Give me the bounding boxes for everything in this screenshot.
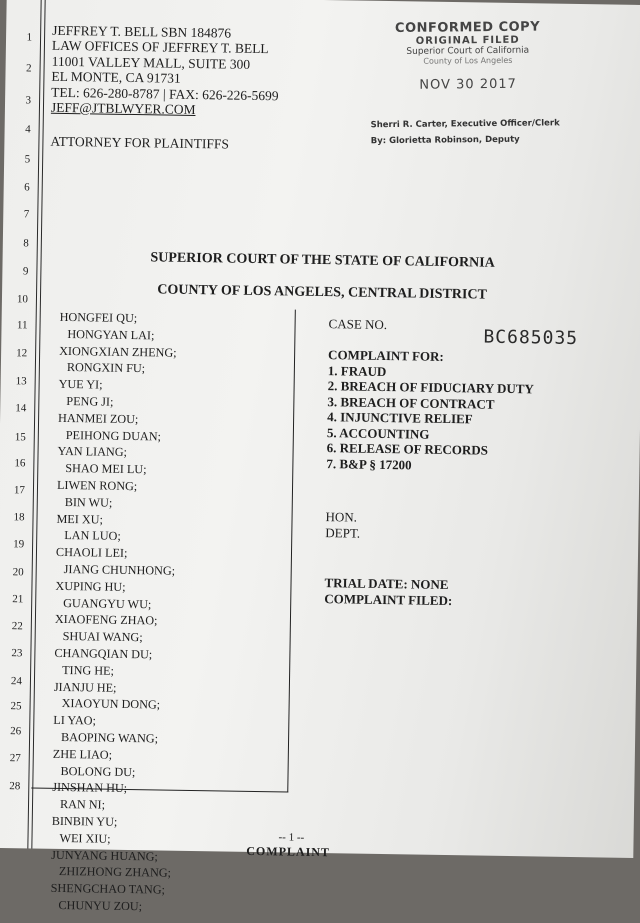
complaint-causes [326, 347, 534, 474]
plaintiff-name: PEIHONG DUAN; [65, 427, 162, 444]
cause-item: 1. FRAUD [327, 362, 387, 379]
court-county: COUNTY OF LOS ANGELES, CENTRAL DISTRICT [157, 282, 487, 303]
plaintiff-name: XIAOFENG ZHAO; [54, 612, 158, 628]
complaint-for-label: COMPLAINT FOR: [328, 347, 444, 364]
line-number: 9 [22, 265, 29, 278]
plaintiff-name: JINSHAN HU; [52, 780, 128, 796]
line-number: 21 [12, 593, 24, 606]
attorney-line: TEL: 626-280-8787 | FAX: 626-226-5699 [51, 84, 279, 103]
line-number: 23 [11, 647, 23, 660]
plaintiff-name: CHAOLI LEI; [55, 545, 128, 561]
attorney-email: JEFF@JTBLWYER.COM [50, 99, 196, 118]
stamp-court: Superior Court of California [406, 45, 530, 57]
cause-item: 3. BREACH OF CONTRACT [327, 393, 495, 412]
clerk-name: Sherri R. Carter, Executive Officer/Clerk [370, 118, 560, 131]
deputy-name: By: Glorietta Robinson, Deputy [370, 134, 520, 147]
dates-block [324, 575, 452, 609]
cause-item: 4. INJUNCTIVE RELIEF [327, 409, 473, 427]
case-number: BC685035 [483, 326, 579, 350]
plaintiff-name: HONGYAN LAI; [67, 326, 155, 343]
plaintiff-name: BINBIN YU; [51, 813, 118, 829]
case-number-label: CASE NO. [328, 316, 388, 333]
cause-item: 6. RELEASE OF RECORDS [326, 440, 489, 458]
plaintiff-name: RAN NI; [59, 797, 106, 812]
stamp-subtitle: ORIGINAL FILED [415, 34, 520, 47]
line-number: 8 [23, 237, 29, 250]
plaintiff-name: ZHE LIAO; [52, 746, 113, 762]
attorney-line: 11001 VALLEY MALL, SUITE 300 [51, 53, 251, 72]
plaintiff-name: BOLONG DU; [60, 763, 136, 779]
plaintiff-name: WEI XIU; [59, 830, 111, 846]
plaintiff-name: BAOPING WANG; [60, 729, 159, 746]
plaintiff-name: TING HE; [62, 662, 115, 678]
attorney-role: ATTORNEY FOR PLAINTIFFS [50, 133, 230, 152]
judge-block [325, 509, 360, 542]
stamp-title: CONFORMED COPY [394, 19, 541, 37]
court-name: SUPERIOR COURT OF THE STATE OF CALIFORNIA [150, 250, 495, 271]
line-number: 14 [15, 402, 27, 415]
line-number: 11 [16, 319, 28, 332]
filing-stamp [367, 19, 568, 93]
stamp-date: NOV 30 2017 [419, 76, 517, 93]
plaintiff-name: JUNYANG HUANG; [51, 847, 158, 864]
plaintiff-name: MEI XU; [56, 511, 104, 527]
plaintiff-name: RONGXIN FU; [66, 360, 146, 376]
line-number: 24 [10, 675, 23, 688]
cause-item: 7. B&P § 17200 [326, 455, 412, 472]
line-number: 25 [10, 700, 22, 713]
line-number: 12 [16, 347, 28, 360]
line-number: 19 [13, 538, 25, 551]
clerk-block [370, 115, 559, 149]
line-number: 22 [11, 620, 23, 633]
line-number: 27 [9, 752, 21, 765]
plaintiff-name: PENG JI; [66, 393, 114, 409]
line-number: 5 [24, 153, 31, 166]
plaintiff-name: BIN WU; [64, 494, 113, 510]
plaintiff-name: SHUAI WANG; [62, 629, 143, 645]
plaintiff-name: CHUNYU ZOU; [58, 897, 143, 914]
plaintiff-name: GUANGYU WU; [63, 595, 152, 611]
complaint-filed: COMPLAINT FILED: [324, 591, 453, 609]
attorney-line: EL MONTE, CA 91731 [51, 68, 181, 86]
trial-date: TRIAL DATE: NONE [324, 575, 449, 593]
plaintiff-name: XIAOYUN DONG; [61, 696, 161, 712]
plaintiff-name: SHENGCHAO TANG; [50, 880, 166, 897]
page-number: -- 1 -- [278, 831, 305, 844]
footer-title: COMPLAINT [246, 843, 331, 860]
plaintiff-name: LAN LUO; [64, 528, 121, 544]
cause-item: 2. BREACH OF FIDUCIARY DUTY [327, 378, 534, 397]
line-number: 20 [12, 566, 24, 579]
plaintiff-name: HONGFEI QU; [59, 309, 138, 326]
line-number: 6 [24, 181, 30, 194]
attorney-line: JEFFREY T. BELL SBN 184876 [52, 22, 232, 41]
stamp-county: County of Los Angeles [423, 55, 513, 66]
plaintiff-name: JIANG CHUNHONG; [63, 561, 176, 578]
line-number: 17 [13, 484, 26, 497]
plaintiff-name: XIONGXIAN ZHENG; [59, 343, 177, 360]
plaintiff-name: HANMEI ZOU; [57, 410, 139, 426]
attorney-block [51, 23, 280, 119]
plaintiff-name: SHAO MEI LU; [65, 461, 147, 477]
line-number: 16 [14, 457, 26, 470]
plaintiff-name: ZHIZHONG ZHANG; [58, 864, 172, 881]
line-number: 13 [15, 375, 27, 388]
line-number: 28 [9, 780, 21, 793]
plaintiff-name: LI YAO; [53, 712, 97, 728]
plaintiff-list [50, 309, 180, 915]
plaintiff-name: XUPING HU; [55, 578, 126, 594]
line-number: 1 [26, 31, 33, 44]
plaintiff-name: YAN LIANG; [57, 444, 128, 460]
line-number: 10 [16, 293, 29, 306]
plaintiff-name: JIANJU HE; [53, 679, 117, 695]
plaintiff-name: CHANGQIAN DU; [54, 645, 153, 662]
line-number: 4 [25, 123, 31, 136]
attorney-line: LAW OFFICES OF JEFFREY T. BELL [51, 38, 269, 57]
cause-item: 5. ACCOUNTING [326, 424, 430, 442]
line-number: 15 [14, 431, 26, 444]
line-number: 3 [25, 94, 32, 107]
dept-label: DEPT. [325, 525, 361, 541]
line-number: 18 [13, 511, 25, 524]
line-number: 2 [25, 62, 32, 75]
plaintiff-name: YUE YI; [58, 377, 103, 392]
hon-label: HON. [325, 509, 358, 525]
line-number: 7 [23, 208, 30, 221]
line-number: 26 [10, 725, 22, 738]
plaintiff-name: LIWEN RONG; [56, 477, 138, 494]
